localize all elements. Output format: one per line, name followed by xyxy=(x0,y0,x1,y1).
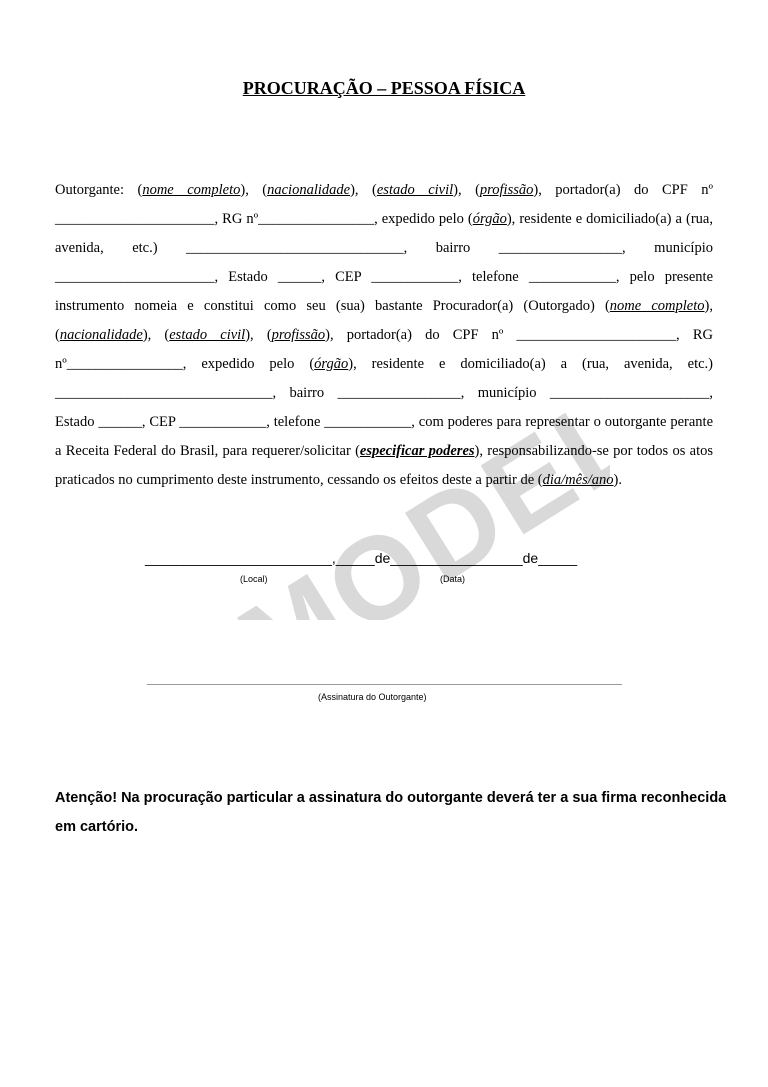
placeholder-nome-completo: nome completo xyxy=(142,182,241,198)
data-caption: (Data) xyxy=(440,574,466,584)
text-fragment: ), ( xyxy=(350,182,377,198)
text-fragment: ), residente e domiciliado(a) a (rua, avenida, etc.) ______________________________, bairro _________________, município ______________________, Estado ______, CEP ____________, telefone ____________, pelo presente instrumento nomeia e constitui como seu (sua) bastante Procurador(a) (Outorgado) ( xyxy=(55,211,713,314)
placeholder-data-fim: dia/mês/ano xyxy=(542,472,614,488)
placeholder-nacionalidade: nacionalidade xyxy=(267,182,351,198)
date-line: ________________________,_____de_________________de_____ xyxy=(145,550,578,566)
placeholder-especificar-poderes: especificar poderes xyxy=(359,443,475,459)
placeholder-nacionalidade-procurador: nacionalidade xyxy=(59,327,143,343)
watermark-text: MODELO xyxy=(217,313,610,620)
text-fragment: ), ( xyxy=(453,182,480,198)
text-fragment: ), ( xyxy=(240,182,268,198)
text-fragment: ), ( xyxy=(142,327,170,343)
text-fragment: ), ( xyxy=(55,298,713,343)
placeholder-orgao: órgão xyxy=(472,211,507,227)
text-fragment: ), residente e domiciliado(a) a (rua, avenida, etc.) ______________________________, bairro _________________, município ______________________, Estado ______, CEP ____________, telefone ____________, com poderes para representar o outorgante perante a Receita Federal do Brasil, para requerer/solicitar ( xyxy=(55,356,713,459)
text-fragment: ), ( xyxy=(245,327,272,343)
placeholder-profissao: profissão xyxy=(479,182,534,198)
signature-caption: (Assinatura do Outorgante) xyxy=(318,692,427,702)
local-caption: (Local) xyxy=(240,574,268,584)
text-fragment: ), portador(a) do CPF nº ______________________, RG nº________________, expedido pelo ( xyxy=(55,327,713,372)
attention-note: Atenção! Na procuração particular a assinatura do outorgante deverá ter a sua firma reconhecida em cartório. xyxy=(55,790,727,835)
page-title: PROCURAÇÃO – PESSOA FÍSICA xyxy=(242,78,526,98)
placeholder-estado-civil-procurador: estado civil xyxy=(169,327,246,343)
placeholder-nome-completo-procurador: nome completo xyxy=(609,298,705,314)
placeholder-orgao-procurador: órgão xyxy=(314,356,349,372)
procuration-body xyxy=(55,176,713,495)
text-fragment: ), portador(a) do CPF nº ______________________, RG nº________________, expedido pelo ( xyxy=(55,182,713,227)
text-fragment: ). xyxy=(613,472,622,488)
outorgante-label: Outorgante: ( xyxy=(55,182,143,198)
placeholder-estado-civil: estado civil xyxy=(376,182,454,198)
text-fragment: ), responsabilizando-se por todos os atos praticados no cumprimento deste instrumento, cessando os efeitos deste a partir de ( xyxy=(55,443,713,488)
signature-line xyxy=(147,684,622,685)
placeholder-profissao-procurador: profissão xyxy=(271,327,326,343)
